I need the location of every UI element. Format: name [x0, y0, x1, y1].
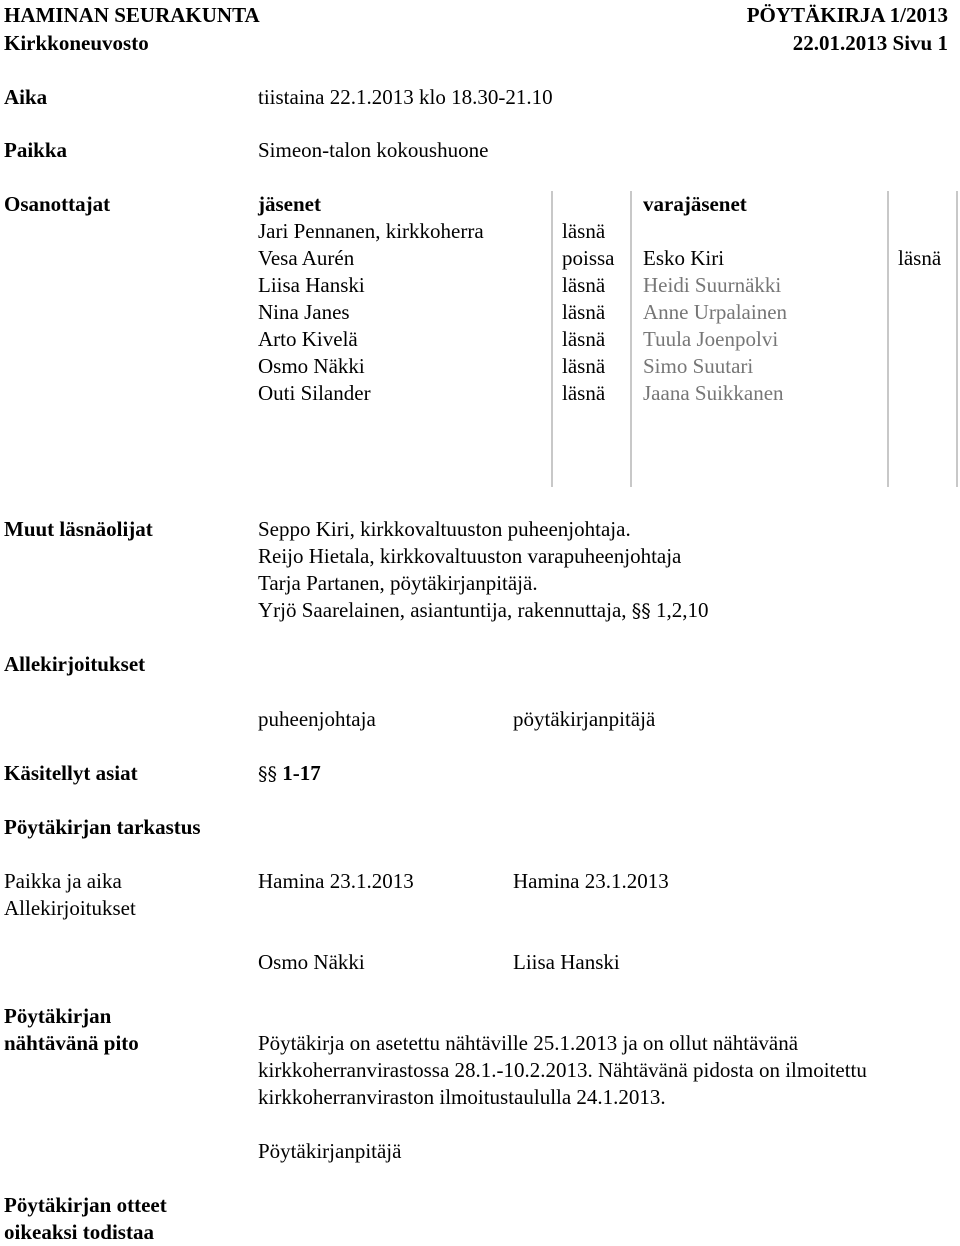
deputy-name: Esko Kiri [643, 246, 725, 270]
place-time-label: Paikka ja aika [4, 869, 122, 893]
member-name: Osmo Näkki [258, 354, 365, 378]
section-symbol: § [631, 600, 642, 622]
organization-name: HAMINAN SEURAKUNTA [4, 3, 260, 27]
review-signatures-label: Allekirjoitukset [4, 896, 136, 920]
date-page: 22.01.2013 Sivu 1 [792, 31, 948, 55]
section-symbol: § [267, 763, 277, 785]
other-attendee-text: Yrjö Saarelainen, asiantuntija, rakennuttaja, [258, 598, 627, 622]
public-display-label: Pöytäkirjan [4, 1004, 112, 1028]
member-status: läsnä [562, 354, 606, 378]
member-name: Vesa Aurén [258, 246, 355, 270]
public-display-text: kirkkoherranvirastossa 28.1.-10.2.2013. Nähtävänä pidosta on ilmoitettu [258, 1058, 867, 1082]
paikka-label: Paikka [4, 138, 68, 162]
place-time-1: Hamina 23.1.2013 [258, 869, 414, 893]
public-display-text: Pöytäkirja on asetettu nähtäville 25.1.2013 ja on ollut nähtävänä [258, 1031, 799, 1055]
member-status: läsnä [562, 327, 606, 351]
member-name: Jari Pennanen, kirkkoherra [258, 219, 484, 243]
table-divider [887, 191, 889, 487]
other-attendee: Reijo Hietala, kirkkovaltuuston varapuheenjohtaja [258, 544, 682, 568]
deputy-name: Anne Urpalainen [643, 300, 788, 324]
body-name: Kirkkoneuvosto [4, 31, 149, 55]
osanottajat-label: Osanottajat [4, 192, 111, 216]
deputy-name: Tuula Joenpolvi [643, 327, 779, 351]
handled-items-range: 1-17 [282, 761, 321, 785]
section-reference: 1,2,10 [656, 598, 709, 622]
chair-title: puheenjohtaja [258, 707, 376, 731]
deputy-status: läsnä [898, 246, 942, 270]
place-time-2: Hamina 23.1.2013 [513, 869, 669, 893]
document-title: PÖYTÄKIRJA 1/2013 [746, 3, 948, 27]
reviewer-name-1: Osmo Näkki [258, 950, 365, 974]
handled-items-value [258, 760, 321, 788]
table-divider [956, 191, 958, 487]
member-status: läsnä [562, 273, 606, 297]
handled-items-label: Käsitellyt asiat [4, 761, 138, 785]
secretary-title: pöytäkirjanpitäjä [513, 707, 656, 731]
public-display-text: kirkkoherranviraston ilmoitustaululla 24.1.2013. [258, 1085, 666, 1109]
member-name: Liisa Hanski [258, 273, 365, 297]
table-divider [551, 191, 553, 487]
reviewer-name-2: Liisa Hanski [513, 950, 620, 974]
section-symbol: § [641, 600, 651, 622]
members-header: jäsenet [258, 192, 321, 216]
other-attendee: Seppo Kiri, kirkkovaltuuston puheenjohtaja. [258, 517, 631, 541]
extracts-label: oikeaksi todistaa [4, 1220, 154, 1244]
aika-value: tiistaina 22.1.2013 klo 18.30-21.10 [258, 85, 553, 109]
extracts-label: Pöytäkirjan otteet [4, 1193, 167, 1217]
public-display-label: nähtävänä pito [4, 1031, 139, 1055]
member-name: Outi Silander [258, 381, 371, 405]
other-attendee [258, 597, 709, 625]
signatures-label: Allekirjoitukset [4, 652, 146, 676]
member-name: Nina Janes [258, 300, 350, 324]
secretary-signature: Pöytäkirjanpitäjä [258, 1139, 402, 1163]
deputies-header: varajäsenet [643, 192, 747, 216]
member-status: läsnä [562, 219, 606, 243]
other-attendee: Tarja Partanen, pöytäkirjanpitäjä. [258, 571, 538, 595]
deputy-name: Heidi Suurnäkki [643, 273, 782, 297]
deputy-name: Jaana Suikkanen [643, 381, 784, 405]
member-status: läsnä [562, 300, 606, 324]
review-label: Pöytäkirjan tarkastus [4, 815, 201, 839]
other-attendees-label: Muut läsnäolijat [4, 517, 153, 541]
member-status: poissa [562, 246, 615, 270]
paikka-value: Simeon-talon kokoushuone [258, 138, 489, 162]
member-status: läsnä [562, 381, 606, 405]
member-name: Arto Kivelä [258, 327, 358, 351]
aika-label: Aika [4, 85, 48, 109]
deputy-name: Simo Suutari [643, 354, 754, 378]
section-symbol: § [258, 763, 268, 785]
table-divider [630, 191, 632, 487]
